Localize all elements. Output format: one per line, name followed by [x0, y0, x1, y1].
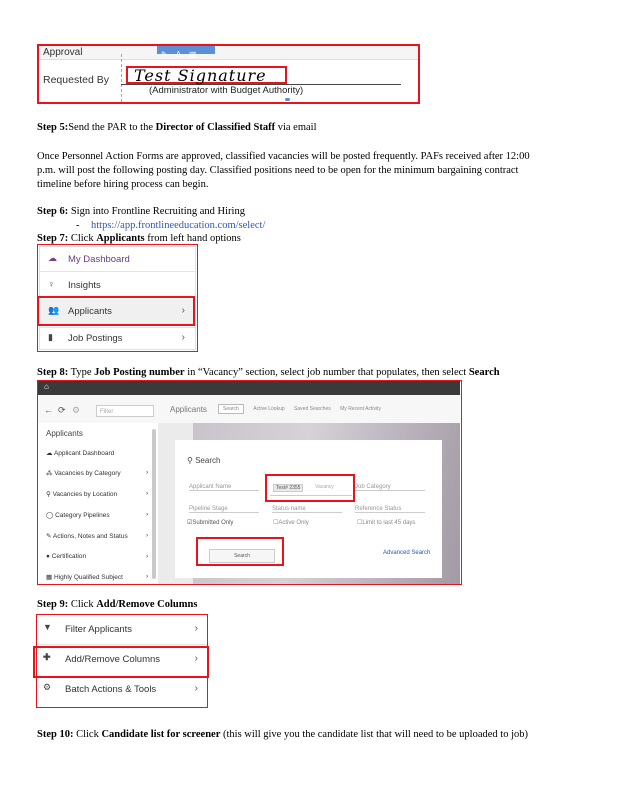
step8-text: Type — [68, 367, 95, 378]
applicant-name-field[interactable]: Applicant Name — [189, 484, 259, 491]
checkbox-icon: ☐ — [273, 520, 279, 526]
plus-icon: ✚ — [43, 652, 51, 662]
sidebar-item-label: My Dashboard — [68, 254, 130, 265]
pipeline-stage-field[interactable]: Pipeline Stage — [189, 506, 259, 513]
chevron-right-icon: › — [146, 532, 149, 539]
step8-prefix: Step 8: — [37, 367, 69, 378]
requested-by-label: Requested By — [43, 74, 109, 86]
chevron-right-icon: › — [146, 469, 149, 476]
step6-text: Sign into Frontline Recruiting and Hiring — [68, 206, 245, 217]
step8-bold: Job Posting number — [94, 367, 185, 378]
step9-prefix: Step 9: — [37, 599, 69, 610]
step7-bold: Applicants — [96, 233, 145, 244]
sitemap-icon: ⁂ — [46, 470, 55, 477]
step5-bold: Director of Classified Staff — [155, 122, 276, 133]
step6-line — [37, 205, 245, 218]
document-icon: ▮ — [48, 332, 53, 342]
side-item-label: Certification — [51, 553, 87, 560]
reference-status-field[interactable]: Reference Status — [355, 506, 425, 513]
text-icon: A — [175, 50, 182, 59]
chevron-right-icon: › — [146, 511, 149, 518]
step6-link-wrap — [91, 219, 265, 232]
tab-recent-activity[interactable]: My Recent Activity — [340, 406, 381, 412]
step10-text: Click — [73, 729, 102, 740]
step10-bold: Candidate list for screener — [101, 729, 221, 740]
table-icon: ▦ — [46, 574, 54, 581]
menu-item-label: Filter Applicants — [65, 624, 133, 635]
checkbox-label: Active Only — [278, 520, 309, 526]
menu-item-label: Batch Actions & Tools — [65, 684, 157, 695]
paragraph-line-1: Once Personnel Action Forms are approved, classified vacancies will be posted frequently. PAFs received after 12:00 — [37, 151, 530, 162]
checkbox-icon: ☐ — [357, 520, 363, 526]
filter-input[interactable]: Filter — [96, 405, 154, 417]
chevron-right-icon: › — [181, 332, 185, 343]
search-icon: ⚲ — [187, 456, 196, 465]
frontline-link[interactable]: https://app.frontlineeducation.com/select/ — [91, 220, 266, 231]
applicants-highlight — [37, 296, 195, 326]
filter-icon: ▼ — [43, 622, 52, 632]
side-item-label: Category Pipelines — [55, 512, 110, 519]
tab-active-lookup[interactable]: Active Lookup — [253, 406, 285, 412]
chevron-right-icon: › — [146, 553, 149, 560]
chevron-right-icon: › — [146, 490, 149, 497]
pencil-icon: ✎ — [46, 533, 53, 540]
step8-text-b: in “Vacancy” section, select job number that populates, then select — [184, 367, 469, 378]
signature-subtitle: (Administrator with Budget Authority) — [149, 85, 304, 96]
chevron-right-icon: › — [194, 623, 198, 634]
step7-prefix: Step 7: — [37, 233, 69, 244]
lightbulb-icon: ♀ — [48, 279, 55, 289]
users-icon: 👥 — [48, 305, 60, 315]
advanced-search-link[interactable]: Advanced Search — [383, 550, 431, 556]
step7-text: Click — [68, 233, 97, 244]
side-item-label: Vacancies by Category — [54, 470, 121, 477]
step9-text: Click — [68, 599, 97, 610]
step9-line — [37, 598, 197, 611]
checkbox-label: Submitted Only — [192, 520, 234, 526]
side-item-label: Vacancies by Location — [52, 491, 118, 498]
checkbox-checked-icon: ☑ — [187, 520, 193, 526]
step8-line — [37, 366, 500, 379]
sidebar-item-label: Applicants — [68, 306, 112, 317]
search-button[interactable]: Search — [209, 549, 275, 563]
approval-label: Approval — [43, 47, 83, 58]
side-heading: Applicants — [46, 429, 83, 438]
step5-text: Send the PAR to the — [68, 122, 156, 133]
page-title: Applicants — [170, 405, 207, 414]
add-remove-highlight — [33, 646, 209, 678]
step8-bold2: Search — [468, 367, 500, 378]
chevron-right-icon: › — [194, 683, 198, 694]
step5-prefix: Step 5: — [37, 122, 69, 133]
side-item-label: Applicant Dashboard — [53, 450, 115, 457]
chevron-right-icon: › — [181, 305, 185, 316]
step5-text-b: via email — [275, 122, 317, 133]
vacancy-placeholder: Vacancy — [315, 484, 334, 490]
home-icon[interactable]: ⌂ — [44, 382, 49, 391]
status-name-field[interactable]: Status name — [272, 506, 342, 513]
vacancy-highlight — [265, 474, 355, 502]
gears-icon: ⚙ — [43, 682, 52, 692]
gear-icon[interactable]: ⚙ — [72, 405, 81, 415]
search-button-highlight — [196, 537, 284, 566]
step10-prefix: Step 10: — [37, 729, 74, 740]
side-item-label: Highly Qualified Subject — [53, 574, 123, 581]
step7-text-b: from left hand options — [144, 233, 241, 244]
chevron-right-icon: › — [194, 653, 198, 664]
paragraph-line-2: p.m. will post the following posting day. Classified positions need to be open for the minimum bargaining contract — [37, 165, 519, 176]
menu-item-label: Add/Remove Columns — [65, 654, 161, 665]
paragraph-line-3: timeline before hiring process can begin. — [37, 179, 209, 190]
job-category-field[interactable]: Job Category — [355, 484, 425, 491]
chevron-right-icon: › — [146, 573, 149, 580]
step9-bold: Add/Remove Columns — [96, 599, 198, 610]
refresh-icon[interactable]: ⟳ — [58, 405, 66, 415]
clear-icon: ▥ — [189, 50, 197, 59]
sidebar-item-label: Insights — [68, 280, 101, 291]
side-item-label: Actions, Notes and Status — [52, 533, 128, 540]
vacancy-tag[interactable]: Test# 2355 — [273, 484, 303, 492]
target-icon: ◯ — [46, 512, 56, 519]
step10-text-b: (this will give you the candidate list that will need to be uploaded to job) — [220, 729, 529, 740]
pen-icon: ✎ — [161, 50, 168, 59]
step6-bullet: - — [76, 220, 80, 231]
sidebar-item-label: Job Postings — [68, 333, 123, 344]
step6-prefix: Step 6: — [37, 206, 69, 217]
certificate-icon: ● — [46, 553, 52, 560]
cloud-icon: ☁ — [48, 253, 57, 263]
tab-search[interactable]: Search — [218, 404, 244, 414]
step10-line — [37, 728, 528, 741]
cloud-icon: ☁ — [46, 450, 54, 457]
checkbox-label: Limit to last 45 days — [362, 520, 416, 526]
step5-line — [37, 121, 317, 134]
search-title: Search — [195, 456, 221, 465]
back-arrow-icon[interactable]: ← — [44, 405, 53, 415]
tab-saved-searches[interactable]: Saved Searches — [294, 406, 331, 412]
map-pin-icon: ⚲ — [46, 491, 53, 498]
signature-text: Test Signature — [134, 66, 267, 85]
